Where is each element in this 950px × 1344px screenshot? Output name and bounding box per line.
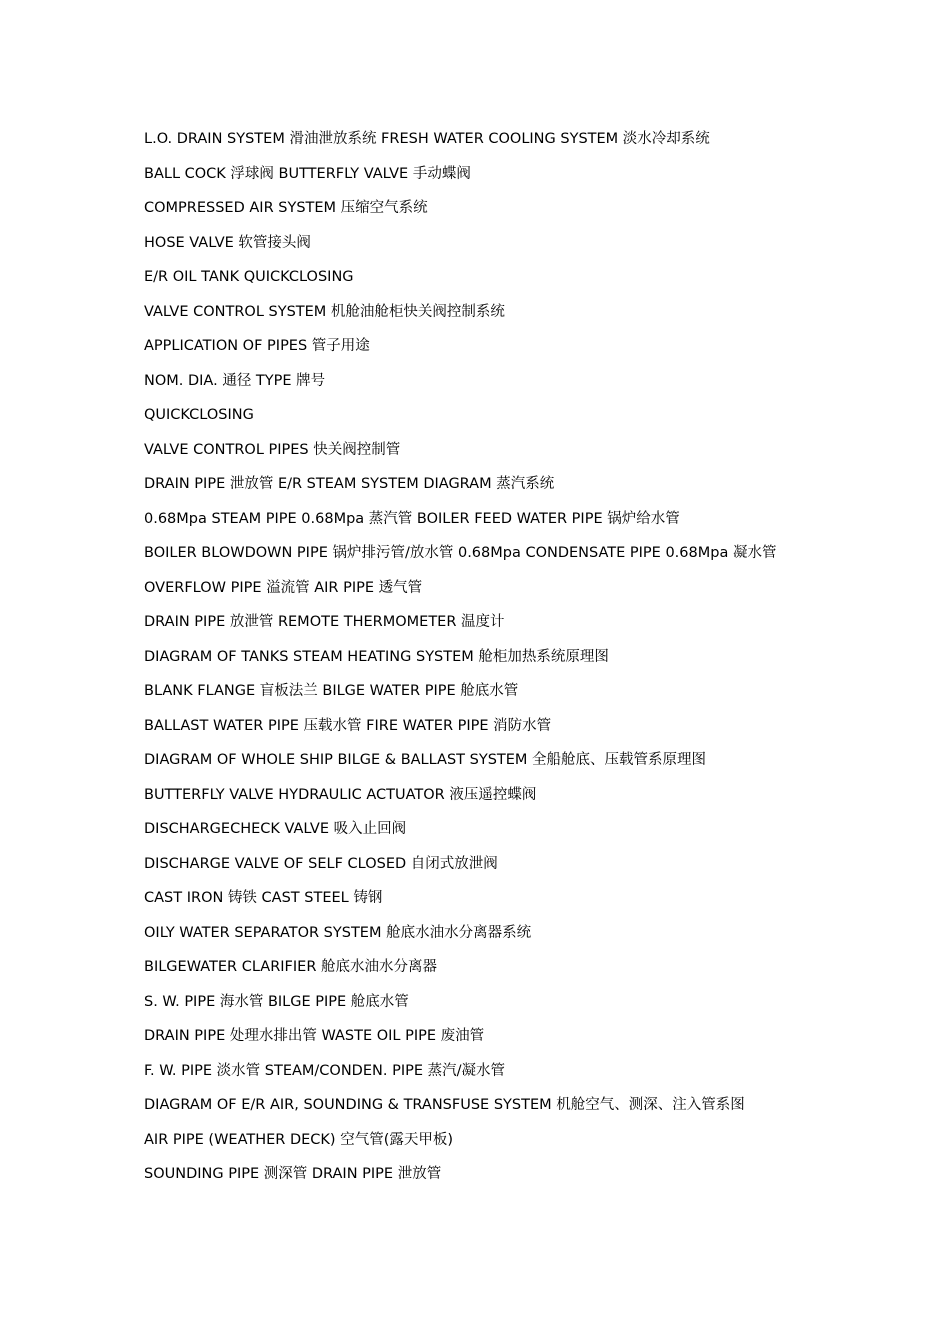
text-line: 0.68Mpa STEAM PIPE 0.68Mpa 蒸汽管 BOILER FEED WATER PIPE 锅炉给水管 [144, 510, 680, 527]
glossary-text-block [144, 122, 824, 1192]
text-line: AIR PIPE (WEATHER DECK) 空气管(露天甲板) [144, 1131, 454, 1148]
text-line: E/R OIL TANK QUICKCLOSING [144, 269, 354, 285]
text-line: QUICKCLOSING [144, 407, 254, 423]
text-line: DRAIN PIPE 处理水排出管 WASTE OIL PIPE 废油管 [144, 1028, 485, 1044]
text-line: CAST IRON 铸铁 CAST STEEL 铸钢 [144, 890, 383, 906]
text-line: S. W. PIPE 海水管 BILGE PIPE 舱底水管 [144, 993, 409, 1010]
text-line: F. W. PIPE 淡水管 STEAM/CONDEN. PIPE 蒸汽/凝水管 [144, 1062, 505, 1079]
text-line-wrapped: BOILER BLOWDOWN PIPE 锅炉排污管/放水管 0.68Mpa CONDENSATE PIPE 0.68Mpa 凝水管 [144, 545, 777, 561]
text-line: VALVE CONTROL PIPES 快关阀控制管 [144, 441, 401, 458]
text-line: L.O. DRAIN SYSTEM 滑油泄放系统 FRESH WATER COOLING SYSTEM 淡水冷却系统 [144, 131, 710, 147]
text-line: COMPRESSED AIR SYSTEM 压缩空气系统 [144, 200, 428, 216]
text-line: NOM. DIA. 通径 TYPE 牌号 [144, 372, 326, 389]
text-line: VALVE CONTROL SYSTEM 机舱油舱柜快关阀控制系统 [144, 303, 505, 320]
text-line: APPLICATION OF PIPES 管子用途 [144, 338, 370, 354]
text-line: HOSE VALVE 软管接头阀 [144, 234, 311, 251]
text-line: OILY WATER SEPARATOR SYSTEM 舱底水油水分离器系统 [144, 924, 532, 941]
text-line: SOUNDING PIPE 测深管 DRAIN PIPE 泄放管 [144, 1166, 442, 1182]
text-line: DRAIN PIPE 泄放管 E/R STEAM SYSTEM DIAGRAM 蒸汽系统 [144, 476, 555, 492]
text-line: DRAIN PIPE 放泄管 REMOTE THERMOMETER 温度计 [144, 614, 505, 630]
text-line: DISCHARGECHECK VALVE 吸入止回阀 [144, 821, 407, 837]
text-line: DIAGRAM OF E/R AIR, SOUNDING & TRANSFUSE SYSTEM 机舱空气、测深、注入管系图 [144, 1097, 745, 1113]
text-line: BLANK FLANGE 盲板法兰 BILGE WATER PIPE 舱底水管 [144, 683, 519, 699]
text-line: OVERFLOW PIPE 溢流管 AIR PIPE 透气管 [144, 579, 423, 596]
text-line: DISCHARGE VALVE OF SELF CLOSED 自闭式放泄阀 [144, 855, 498, 872]
text-line: DIAGRAM OF TANKS STEAM HEATING SYSTEM 舱柜加热系统原理图 [144, 648, 609, 665]
text-line: BALL COCK 浮球阀 BUTTERFLY VALVE 手动蝶阀 [144, 165, 471, 182]
text-line: DIAGRAM OF WHOLE SHIP BILGE & BALLAST SYSTEM 全船舱底、压载管系原理图 [144, 752, 707, 768]
text-line: BILGEWATER CLARIFIER 舱底水油水分离器 [144, 959, 438, 975]
text-line: BUTTERFLY VALVE HYDRAULIC ACTUATOR 液压遥控蝶阀 [144, 786, 537, 803]
text-line: BALLAST WATER PIPE 压载水管 FIRE WATER PIPE 消防水管 [144, 717, 552, 734]
